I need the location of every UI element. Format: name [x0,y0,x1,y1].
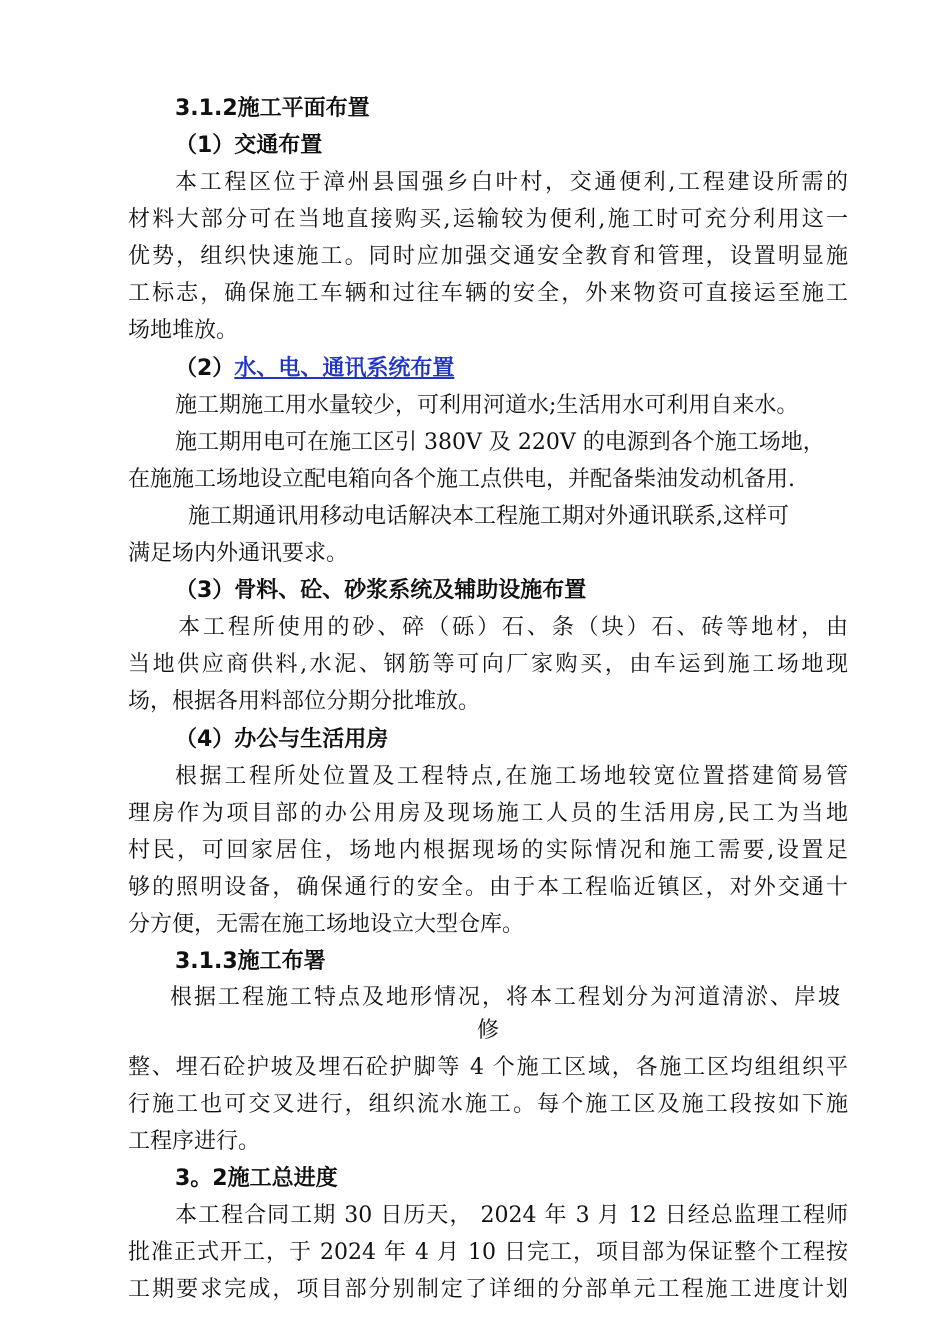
paragraph-line: 施工期施工用水量较少，可利用河道水;生活用水可利用自来水。 [175,393,799,418]
paragraph-line: 当地供应商供料,水泥、钢筋等可向厂家购买，由车运到施工场地现 [128,652,848,677]
paragraph-line: 在施施工场地设立配电箱向各个施工点供电，并配备柴油发动机备用. [128,467,795,492]
subsection-number: （2） [175,356,235,381]
paragraph-line: 满足场内外通讯要求。 [128,541,349,566]
paragraph-line: 分方便，无需在施工场地设立大型仓库。 [128,912,525,937]
paragraph-line: 工期要求完成，项目部分别制定了详细的分部单元工程施工进度计划 [128,1277,848,1302]
paragraph-line: 材料大部分可在当地直接购买,运输较为便利,施工时可充分利用这一 [128,207,848,232]
paragraph-line: 整、埋石砼护坡及埋石砼护脚等 4 个施工区域，各施工区均组组织平 [128,1055,848,1080]
paragraph-line: 本工程所使用的砂、碎（砾）石、条（块）石、砖等地材，由 [178,615,848,640]
section-heading-3-1-2: 3.1.2施工平面布置 [175,96,370,121]
paragraph-line: 根据工程所处位置及工程特点,在施工场地较宽位置搭建简易管 [175,764,848,789]
paragraph-line: 修 [476,1018,499,1043]
paragraph-line: 工标志，确保施工车辆和过往车辆的安全，外来物资可直接运至施工 [128,281,848,306]
paragraph-line: 场地堆放。 [128,318,239,343]
paragraph-line: 理房作为项目部的办公用房及现场施工人员的生活用房,民工为当地 [128,801,848,826]
subsection-heading-utilities [175,356,895,382]
paragraph-line: 本工程合同工期 30 日历天， 2024 年 3 月 12 日经总监理工程师 [175,1203,848,1228]
paragraph-line: 施工期用电可在施工区引 380V 及 220V 的电源到各个施工场地， [175,430,825,455]
subsection-heading-office: （4）办公与生活用房 [175,727,389,752]
paragraph-line: 批准正式开工，于 2024 年 4 月 10 日完工，项目部为保证整个工程按 [128,1240,848,1265]
paragraph-line: 够的照明设备，确保通行的安全。由于本工程临近镇区，对外交通十 [128,875,848,900]
paragraph-line: 本工程区位于漳州县国强乡白叶村，交通便利,工程建设所需的 [175,170,848,195]
utilities-link[interactable]: 水、电、通讯系统布置 [234,356,455,381]
subsection-heading-traffic: （1）交通布置 [175,133,323,158]
paragraph-line: 根据工程施工特点及地形情况，将本工程划分为河道清淤、岸坡 [170,985,840,1010]
subsection-heading-aggregate: （3）骨料、砼、砂浆系统及辅助设施布置 [175,578,587,603]
paragraph-line: 优势，组织快速施工。同时应加强交通安全教育和管理，设置明显施 [128,244,848,269]
paragraph-line: 行施工也可交叉进行，组织流水施工。每个施工区及施工段按如下施 [128,1092,848,1117]
paragraph-line: 村民，可回家居住，场地内根据现场的实际情况和施工需要,设置足 [128,838,848,863]
paragraph-line: 场，根据各用料部位分期分批堆放。 [128,689,481,714]
paragraph-line: 施工期通讯用移动电话解决本工程施工期对外通讯联系,这样可 [188,504,789,529]
section-heading-3-2: 3。2施工总进度 [175,1166,338,1191]
section-heading-3-1-3: 3.1.3施工布署 [175,949,326,974]
paragraph-line: 工程序进行。 [128,1129,261,1154]
